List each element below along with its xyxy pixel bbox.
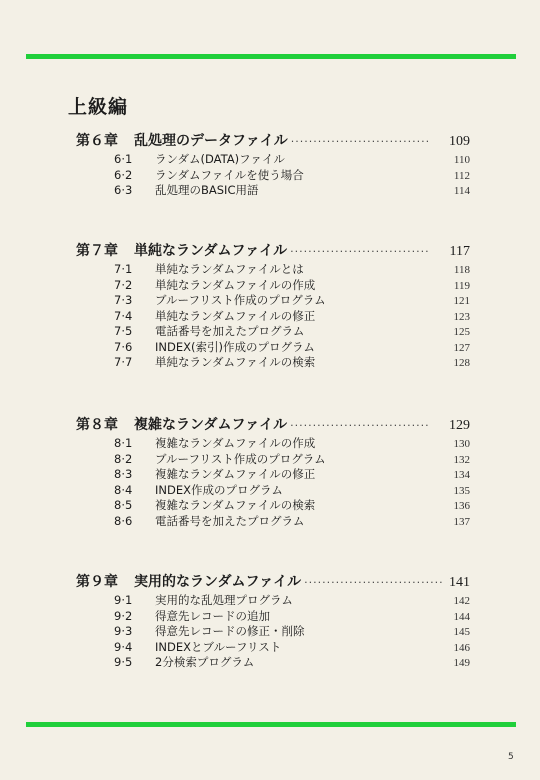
entry-number: 6·1	[114, 152, 133, 166]
entry-page: 144	[453, 610, 470, 623]
toc-entry[interactable]	[114, 609, 470, 625]
chapter-6	[76, 130, 470, 199]
entry-number: 6·3	[114, 183, 133, 197]
entry-number: 6·2	[114, 167, 133, 182]
entry-page: 114	[453, 185, 470, 197]
chapter-heading[interactable]	[76, 130, 470, 152]
entry-title: 単純なランダムファイルの検索	[155, 355, 316, 369]
entry-number: 9·5	[114, 655, 133, 669]
toc-entry[interactable]	[114, 514, 470, 530]
entry-title: 実用的な乱処理プログラム	[155, 593, 293, 607]
chapter-page: 117	[449, 244, 470, 259]
page-number: 5	[508, 752, 514, 762]
chapter-7	[76, 240, 470, 371]
entry-page: 118	[453, 264, 470, 276]
entry-page: 121	[453, 295, 470, 307]
entry-title: 複雑なランダムファイルの修正	[155, 467, 316, 481]
chapter-page: 129	[449, 418, 470, 433]
chapter-page: 141	[449, 575, 470, 590]
chapter-title: 乱処理のデータファイル	[134, 133, 288, 149]
toc-entry[interactable]	[114, 278, 470, 294]
entry-number: 8·1	[114, 436, 133, 450]
entry-number: 7·6	[114, 339, 133, 354]
entry-title: 複雑なランダムファイルの検索	[155, 498, 316, 512]
entry-title: ランダム(DATA)ファイル	[155, 152, 285, 166]
entry-title: 単純なランダムファイルとは	[155, 262, 304, 276]
entry-title: ランダムファイルを使う場合	[155, 167, 304, 182]
toc-entry[interactable]	[114, 452, 470, 468]
entry-page: 112	[453, 169, 470, 182]
entry-number: 8·5	[114, 498, 133, 512]
entry-title: 電話番号を加えたプログラム	[155, 513, 305, 528]
entry-number: 8·4	[114, 482, 133, 497]
entry-page: 142	[453, 595, 470, 607]
entry-page: 127	[453, 341, 470, 354]
entry-number: 9·4	[114, 639, 133, 654]
entry-page: 134	[453, 469, 470, 481]
toc-entry[interactable]	[114, 340, 470, 356]
toc-entry[interactable]	[114, 262, 470, 278]
entry-title: 得意先レコードの追加	[155, 608, 270, 623]
entry-title: 単純なランダムファイルの修正	[155, 308, 316, 323]
entry-title: INDEX作成のプログラム	[155, 482, 283, 497]
toc-entry[interactable]	[114, 355, 470, 371]
section-title: 上級編	[68, 96, 129, 118]
entry-page: 125	[453, 326, 470, 338]
chapter-number: 第６章	[76, 133, 118, 149]
entry-number: 7·5	[114, 324, 133, 338]
toc-entry[interactable]	[114, 498, 470, 514]
chapter-heading[interactable]	[76, 571, 470, 593]
entry-title: 2分検索プログラム	[155, 655, 255, 669]
entry-page: 146	[453, 641, 470, 654]
chapter-title: 複雑なランダムファイル	[134, 417, 288, 433]
entry-page: 135	[453, 484, 470, 497]
toc-entry[interactable]	[114, 324, 470, 340]
entry-number: 9·3	[114, 624, 133, 638]
entry-title: 単純なランダムファイルの作成	[155, 277, 316, 292]
toc-entry[interactable]	[114, 152, 470, 168]
toc-entry[interactable]	[114, 467, 470, 483]
entry-page: 128	[453, 357, 470, 369]
leader-dots: ·······························	[290, 419, 430, 432]
bottom-green-rule	[26, 722, 516, 727]
chapter-heading[interactable]	[76, 240, 470, 262]
top-green-rule	[26, 54, 516, 59]
entry-title: INDEXとブルーフリスト	[155, 639, 282, 654]
toc-entry[interactable]	[114, 624, 470, 640]
chapter-title: 実用的なランダムファイル	[134, 574, 302, 590]
entry-title: 電話番号を加えたプログラム	[155, 324, 305, 338]
chapter-page: 109	[449, 134, 470, 149]
entry-title: 得意先レコードの修正・削除	[155, 624, 305, 638]
chapter-8	[76, 414, 470, 529]
entry-number: 8·2	[114, 451, 133, 466]
entry-number: 7·3	[114, 293, 133, 307]
entry-title: 乱処理のBASIC用語	[155, 183, 259, 197]
toc-entry[interactable]	[114, 436, 470, 452]
leader-dots: ·······························	[290, 245, 430, 258]
entry-number: 7·2	[114, 277, 133, 292]
chapter-title: 単純なランダムファイル	[134, 243, 288, 259]
entry-number: 8·3	[114, 467, 133, 481]
chapter-9	[76, 571, 470, 671]
toc-entry[interactable]	[114, 309, 470, 325]
entry-page: 149	[453, 657, 470, 669]
chapter-number: 第９章	[76, 574, 118, 590]
entry-page: 123	[453, 310, 470, 323]
toc-entry[interactable]	[114, 640, 470, 656]
entry-title: INDEX(索引)作成のプログラム	[155, 339, 315, 354]
chapter-heading[interactable]	[76, 414, 470, 436]
entry-page: 110	[453, 154, 470, 166]
toc-entry[interactable]	[114, 293, 470, 309]
chapter-number: 第８章	[76, 417, 118, 433]
toc-entry[interactable]	[114, 483, 470, 499]
entry-title: ブルーフリスト作成のプログラム	[155, 451, 326, 466]
entry-page: 130	[453, 438, 470, 450]
toc-entry[interactable]	[114, 655, 470, 671]
leader-dots: ·······························	[304, 576, 444, 589]
entry-page: 136	[453, 500, 470, 512]
leader-dots: ·······························	[290, 135, 431, 148]
entry-number: 9·1	[114, 593, 133, 607]
entry-number: 8·6	[114, 513, 133, 528]
entry-title: ブルーフリスト作成のプログラム	[155, 293, 326, 307]
entry-title: 複雑なランダムファイルの作成	[155, 436, 316, 450]
entry-number: 9·2	[114, 608, 133, 623]
toc-entry[interactable]	[114, 593, 470, 609]
entry-page: 132	[453, 453, 470, 466]
entry-page: 145	[453, 626, 470, 638]
toc-entry[interactable]	[114, 183, 470, 199]
entry-number: 7·7	[114, 355, 133, 369]
entry-page: 119	[453, 279, 470, 292]
chapter-number: 第７章	[76, 243, 118, 259]
entry-number: 7·1	[114, 262, 133, 276]
entry-number: 7·4	[114, 308, 133, 323]
toc-entry[interactable]	[114, 168, 470, 184]
entry-page: 137	[453, 515, 470, 528]
